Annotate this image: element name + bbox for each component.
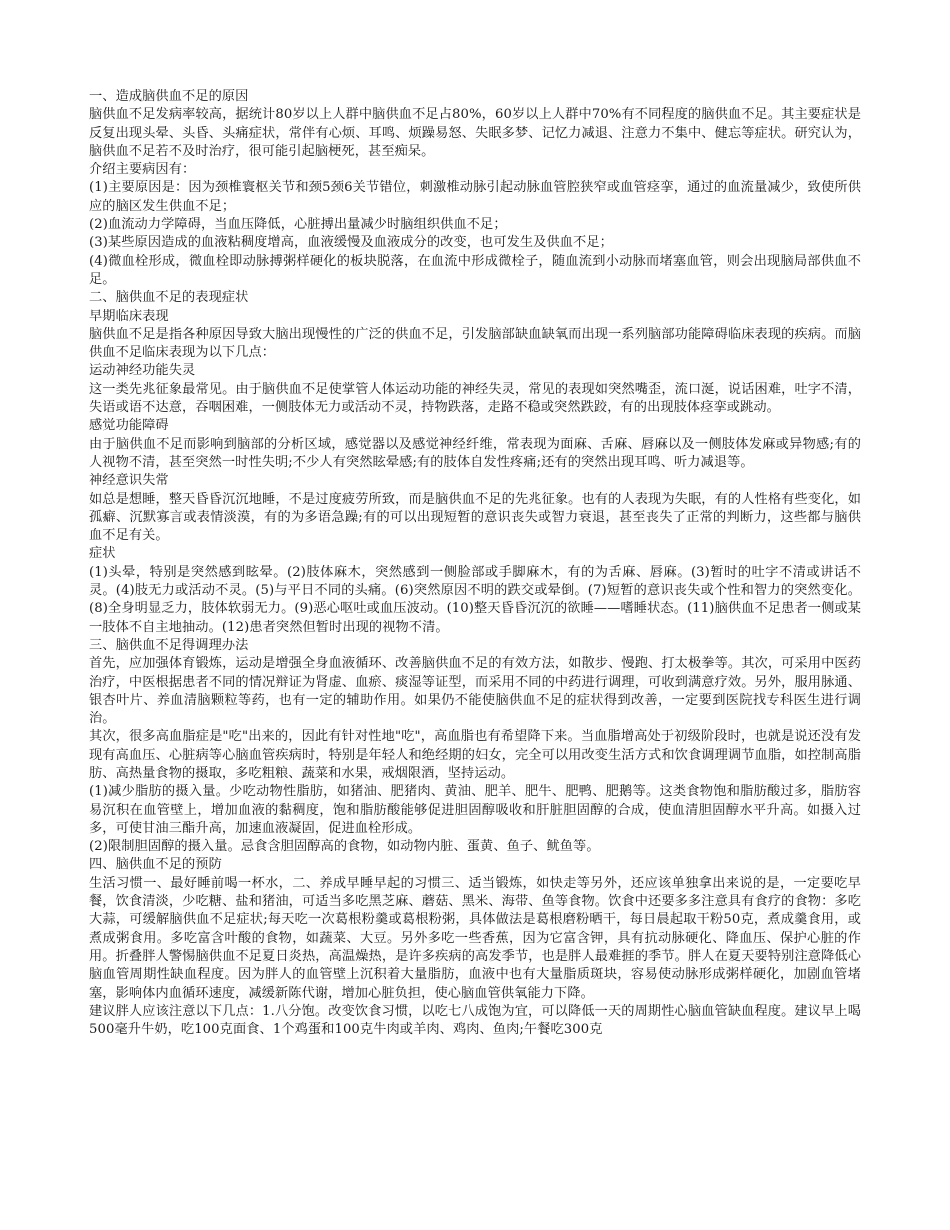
subheading-symptom-list: 症状	[89, 546, 116, 562]
document-body	[89, 88, 861, 1039]
section-heading-prevention: 四、脑供血不足的预防	[89, 857, 222, 873]
section-heading-causes: 一、造成脑供血不足的原因	[89, 89, 249, 104]
paragraph-causes-lead: 介绍主要病因有：	[89, 162, 196, 178]
paragraph-treatment-diet: 其次，很多高血脂症是"吃"出来的，因此有针对性地"吃"，高血脂也有希望降下来。当血脂增高处于初级阶段时，也就是说还没有发现有高血压、心脏病等心脑血管疾病时，特别是年轻人和绝经期的妇女，完全可以用改变生活方式和饮食调理调节血脂，如控制高脂肪、高热量食物的摄取，多吃粗粮、蔬菜和水果，戒烟限酒，坚持运动。	[89, 729, 861, 781]
paragraph-consciousness: 如总是想睡，整天昏昏沉沉地睡，不是过度疲劳所致，而是脑供血不足的先兆征象。也有的人表现为失眠，有的人性格有些变化，如孤癖、沉默寡言或表情淡漠，有的为多语急躁;有的可以出现短暂的意识丧失或智力衰退，甚至丧失了正常的判断力，这些都与脑供血不足有关。	[89, 491, 861, 544]
section-heading-treatment: 三、脑供血不足得调理办法	[89, 637, 249, 653]
section-heading-symptoms: 二、脑供血不足的表现症状	[89, 290, 249, 306]
paragraph-treatment-exercise: 首先，应加强体育锻炼，运动是增强全身血液循环、改善脑供血不足的有效方法，如散步、慢跑、打太极拳等。其次，可采用中医药治疗，中医根据患者不同的情况辩证为肾虚、血瘀、痰湿等证型，而采用不同的中药进行调理，可收到满意疗效。另外，服用脉通、银杏叶片、养血清脑颗粒等药，也有一定的辅助作用。如果仍不能使脑供血不足的症状得到改善，一定要到医院找专科医生进行调治。	[89, 656, 861, 727]
list-item-cause-1: (1)主要原因是：因为颈椎寰枢关节和颈5颈6关节错位，刺激椎动脉引起动脉血管腔狭窄或血管痉挛，通过的血流量减少，致使所供应的脑区发生供血不足；	[89, 180, 861, 214]
paragraph-prevention-habits: 生活习惯一、最好睡前喝一杯水，二、养成早睡早起的习惯三、适当锻炼，如快走等另外，还应该单独拿出来说的是，一定要吃早餐，饮食清淡，少吃糖、盐和猪油，可适当多吃黑芝麻、蘑菇、黑米、海带、鱼等食物。饮食中还要多多注意具有食疗的食物：多吃大蒜，可缓解脑供血不足症状;每天吃一次葛根粉羹或葛根粉粥，具体做法是葛根磨粉晒干，每日晨起取干粉50克，煮成羹食用，或煮成粥食用。多吃富含叶酸的食物，如蔬菜、大豆。另外多吃一些香蕉，因为它富含钾，具有抗动脉硬化、降血压、保护心脏的作用。折叠胖人警惕脑供血不足夏日炎热，高温燥热，是许多疾病的高发季节，也是胖人最难捱的季节。胖人在夏天要特别注意降低心脑血管周期性缺血程度。因为胖人的血管壁上沉积着大量脂肪，血液中也有大量脂质斑块，容易使动脉形成粥样硬化，加剧血管堵塞，影响体内血循环速度，减缓新陈代谢，增加心脏负担，使心脑血管供氧能力下降。	[89, 875, 861, 1001]
list-item-cause-4: (4)微血栓形成，微血栓即动脉搏粥样硬化的板块脱落，在血流中形成微栓子，随血流到小动脉而堵塞血管，则会出现脑局部供血不足。	[89, 253, 861, 287]
paragraph-motor: 这一类先兆征象最常见。由于脑供血不足使掌管人体运动功能的神经失灵，常见的表现如突然嘴歪，流口涎，说话困难，吐字不清，失语或语不达意，吞咽困难，一侧肢体无力或活动不灵，持物跌落，走路不稳或突然跌跤，有的出现肢体痉挛或跳动。	[89, 381, 861, 416]
paragraph-symptom-list: (1)头晕，特别是突然感到眩晕。(2)肢体麻木，突然感到一侧脸部或手脚麻木，有的为舌麻、唇麻。(3)暂时的吐字不清或讲话不灵。(4)肢无力或活动不灵。(5)与平日不同的头痛。(6)突然原因不明的跌交或晕倒。(7)短暂的意识丧失或个性和智力的突然变化。(8)全身明显乏力，肢体软弱无力。(9)恶心呕吐或血压波动。(10)整天昏昏沉沉的欲睡——嗜睡状态。(11)脑供血不足患者一侧或某一肢体不自主地抽动。(12)患者突然但暂时出现的视物不清。	[89, 564, 861, 635]
subheading-consciousness: 神经意识失常	[89, 473, 169, 489]
list-item-diet-1: (1)减少脂肪的摄入量。少吃动物性脂肪，如猪油、肥猪肉、黄油、肥羊、肥牛、肥鸭、肥鹅等。这类食物饱和脂肪酸过多，脂肪容易沉积在血管壁上，增加血液的黏稠度，饱和脂肪酸能够促进胆固醇吸收和肝脏胆固醇的合成，使血清胆固醇水平升高。如摄入过多，可使甘油三酯升高，加速血液凝固，促进血栓形成。	[89, 784, 861, 836]
paragraph-prevention-advice: 建议胖人应该注意以下几点：1.八分饱。改变饮食习惯，以吃七八成饱为宜，可以降低一天的周期性心脑血管缺血程度。建议早上喝500毫升牛奶，吃100克面食、1个鸡蛋和100克牛肉或羊肉、鸡肉、鱼肉;午餐吃300克	[89, 1003, 861, 1038]
subheading-early-signs: 早期临床表现	[89, 308, 169, 324]
paragraph-sensory: 由于脑供血不足而影响到脑部的分析区域，感觉器以及感觉神经纤维，常表现为面麻、舌麻、唇麻以及一侧肢体发麻或异物感;有的人视物不清，甚至突然一时性失明;不少人有突然眩晕感;有的肢体自发性疼痛;还有的突然出现耳鸣、听力减退等。	[89, 436, 861, 470]
list-item-cause-3: (3)某些原因造成的血液粘稠度增高，血液缓慢及血液成分的改变，也可发生及供血不足；	[89, 235, 613, 251]
subheading-sensory: 感觉功能障碍	[89, 418, 169, 434]
list-item-cause-2: (2)血流动力学障碍，当血压降低，心脏搏出量减少时脑组织供血不足；	[89, 217, 507, 233]
paragraph-early-signs: 脑供血不足是指各种原因导致大脑出现慢性的广泛的供血不足，引发脑部缺血缺氧而出现一系列脑部功能障碍临床表现的疾病。而脑供血不足临床表现为以下几点：	[89, 326, 861, 361]
list-item-diet-2: (2)限制胆固醇的摄入量。忌食含胆固醇高的食物，如动物内脏、蛋黄、鱼子、鱿鱼等。	[89, 839, 600, 855]
paragraph-intro: 脑供血不足发病率较高，据统计80岁以上人群中脑供血不足占80%，60岁以上人群中70%有不同程度的脑供血不足。其主要症状是反复出现头晕、头昏、头痛症状，常伴有心烦、耳鸣、烦躁易怒、失眠多梦、记忆力减退、注意力不集中、健忘等症状。研究认为，脑供血不足若不及时治疗，很可能引起脑梗死，甚至痴呆。	[89, 107, 861, 159]
subheading-motor: 运动神经功能失灵	[89, 363, 196, 379]
